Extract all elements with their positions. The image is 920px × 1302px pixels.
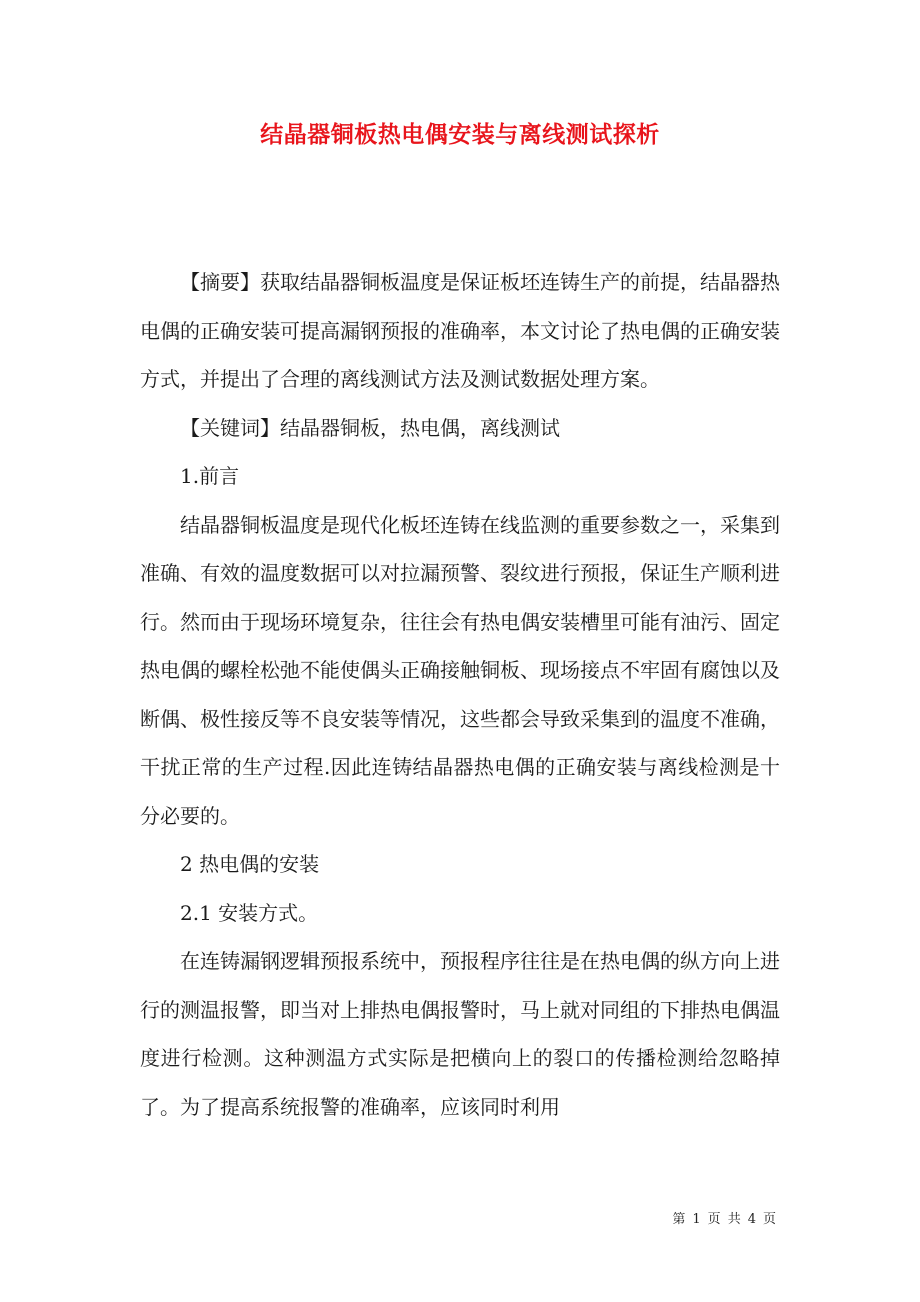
footer-page-unit: 页 (707, 1212, 722, 1227)
footer-total-unit: 页 (762, 1212, 777, 1227)
keywords-paragraph: 【关键词】结晶器铜板，热电偶，离线测试 (180, 415, 560, 440)
subsection-heading-install-method: 2.1 安装方式。 (180, 900, 319, 925)
abstract-paragraph: 【摘要】获取结晶器铜板温度是保证板坯连铸生产的前提，结晶器热电偶的正确安装可提高漏钢预报的准确率，本文讨论了热电偶的正确安装方式，并提出了合理的离线测试方法及测试数据处理方案。 (140, 270, 780, 391)
section-heading-introduction: 1.前言 (180, 464, 240, 488)
introduction-paragraph: 结晶器铜板温度是现代化板坯连铸在线监测的重要参数之一，采集到准确、有效的温度数据可以对拉漏预警、裂纹进行预报，保证生产顺利进行。然而由于现场环境复杂，往往会有热电偶安装槽里可能有油污、固定热电偶的螺栓松弛不能使偶头正确接触铜板、现场接点不牢固有腐蚀以及断偶、极性接反等不良安装等情况，这些都会导致采集到的温度不准确，干扰正常的生产过程.因此连铸结晶器热电偶的正确安装与离线检测是十分必要的。 (140, 512, 780, 828)
footer-total-prefix: 共 (727, 1212, 742, 1227)
footer-total-pages: 4 (747, 1212, 757, 1227)
page-number-footer (669, 1208, 780, 1227)
install-method-paragraph: 在连铸漏钢逻辑预报系统中，预报程序往往是在热电偶的纵方向上进行的测温报警，即当对上排热电偶报警时，马上就对同组的下排热电偶温度进行检测。这种测温方式实际是把横向上的裂口的传播检测给忽略掉了。为了提高系统报警的准确率，应该同时利用 (140, 949, 780, 1119)
footer-current-page: 1 (692, 1212, 702, 1227)
footer-prefix: 第 (672, 1212, 687, 1227)
section-heading-installation: 2 热电偶的安装 (180, 852, 320, 876)
document-body (140, 258, 780, 1131)
document-title: 结晶器铜板热电偶安装与离线测试探析 (260, 121, 660, 148)
